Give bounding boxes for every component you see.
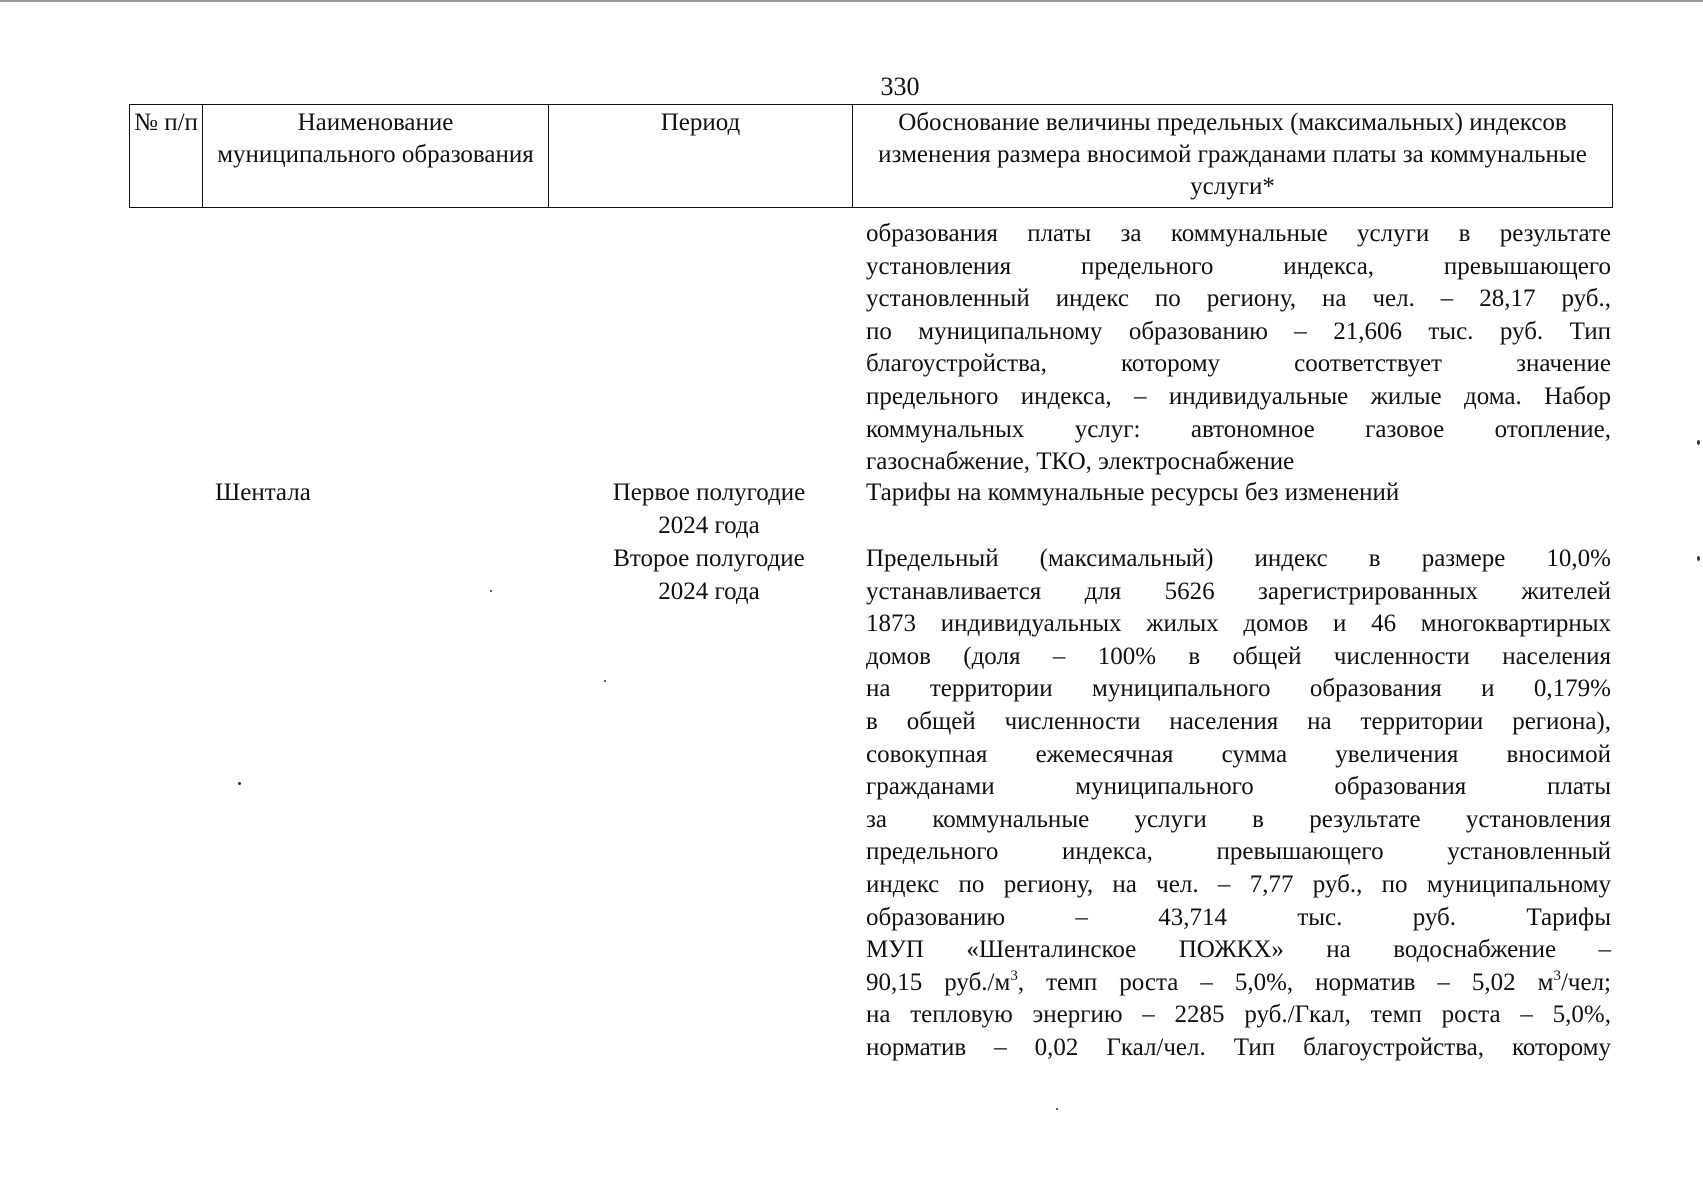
scan-speck — [604, 680, 606, 682]
text-fragment: , темп роста – 5,0%, норматив – 5,02 м — [1017, 968, 1554, 996]
text-line: установления предельного индекса, превышающего — [866, 252, 1611, 280]
page-number-text: 330 — [880, 72, 920, 101]
text-line: на тепловую энергию – 2285 руб./Гкал, темп роста – 5,0%, — [866, 1001, 1611, 1029]
text-line: образованию – 43,714 тыс. руб. Тарифы — [866, 903, 1611, 931]
text-line: газоснабжение, ТКО, электроснабжение — [866, 448, 1295, 476]
text-line-with-superscript — [866, 967, 1611, 1000]
header-num — [130, 105, 203, 208]
text-line: МУП «Шенталинское ПОЖКХ» на водоснабжение – — [866, 936, 1611, 964]
header-num-text: № п/п — [134, 109, 198, 136]
scan-speck — [1697, 556, 1700, 561]
text-line: предельного индекса, превышающего установленный — [866, 838, 1611, 866]
scan-speck — [1056, 1108, 1058, 1110]
text-line: предельного индекса, – индивидуальные жилые дома. Набор — [866, 382, 1611, 410]
scan-speck — [238, 782, 241, 785]
page-number — [0, 72, 1703, 102]
scan-speck — [490, 590, 492, 592]
header-period-text: Период — [660, 109, 741, 136]
justification-second-half — [866, 543, 1611, 1065]
municipality-name — [215, 477, 311, 510]
superscript: 3 — [1553, 967, 1561, 984]
header-name-text: Наименование муниципального образования — [217, 109, 534, 168]
text-line: норматив – 0,02 Гкал/чел. Тип благоустройства, которому — [866, 1033, 1611, 1061]
text-line: образования платы за коммунальные услуги в результате — [866, 220, 1611, 247]
scan-edge-line — [0, 0, 1703, 2]
header-name — [203, 105, 549, 208]
header-justification — [853, 105, 1613, 208]
text-line: за коммунальные услуги в результате установления — [866, 805, 1611, 833]
period-line: 2024 года — [658, 511, 760, 539]
text-line: домов (доля – 100% в общей численности населения — [866, 642, 1611, 670]
text-line: благоустройства, которому соответствует значение — [866, 350, 1611, 378]
header-justification-text: Обоснование величины предельных (максимальных) индексов изменения размера вносимой гражданами платы за коммунальные услуги* — [878, 109, 1587, 200]
period-line: Первое полугодие — [612, 479, 806, 506]
text-line: индекс по региону, на чел. – 7,77 руб., по муниципальному — [866, 870, 1611, 898]
justification-first-half — [866, 477, 1611, 510]
text-fragment: /чел; — [1560, 968, 1611, 996]
text-line: совокупная ежемесячная сумма увеличения вносимой — [866, 740, 1611, 768]
municipality-name-text: Шентала — [215, 479, 311, 506]
justification-continuation — [866, 218, 1611, 479]
text-line: гражданами муниципального образования платы — [866, 773, 1611, 801]
table-header-row — [130, 105, 1613, 208]
text-fragment: 90,15 руб./м — [866, 968, 1011, 996]
text-line: коммунальных услуг: автономное газовое отопление, — [866, 415, 1611, 443]
text-line: 1873 индивидуальных жилых домов и 46 многоквартирных — [866, 610, 1611, 638]
text-line: установленный индекс по региону, на чел. – 28,17 руб., — [866, 285, 1611, 313]
text-line: устанавливается для 5626 зарегистрированных жителей — [866, 577, 1611, 605]
period-line: Второе полугодие — [613, 545, 805, 572]
scan-speck — [1697, 440, 1700, 445]
period-second-half — [576, 543, 842, 608]
table-header — [129, 104, 1613, 208]
text-line: по муниципальному образованию – 21,606 тыс. руб. Тип — [866, 317, 1611, 345]
text-line: Предельный (максимальный) индекс в размере 10,0% — [866, 545, 1611, 572]
text-line: на территории муниципального образования и 0,179% — [866, 675, 1611, 703]
text-line: в общей численности населения на территории региона), — [866, 707, 1611, 735]
text-line: Тарифы на коммунальные ресурсы без изменений — [866, 479, 1400, 506]
header-period — [549, 105, 853, 208]
period-first-half — [576, 477, 842, 542]
period-line: 2024 года — [658, 577, 760, 605]
superscript: 3 — [1010, 967, 1018, 984]
